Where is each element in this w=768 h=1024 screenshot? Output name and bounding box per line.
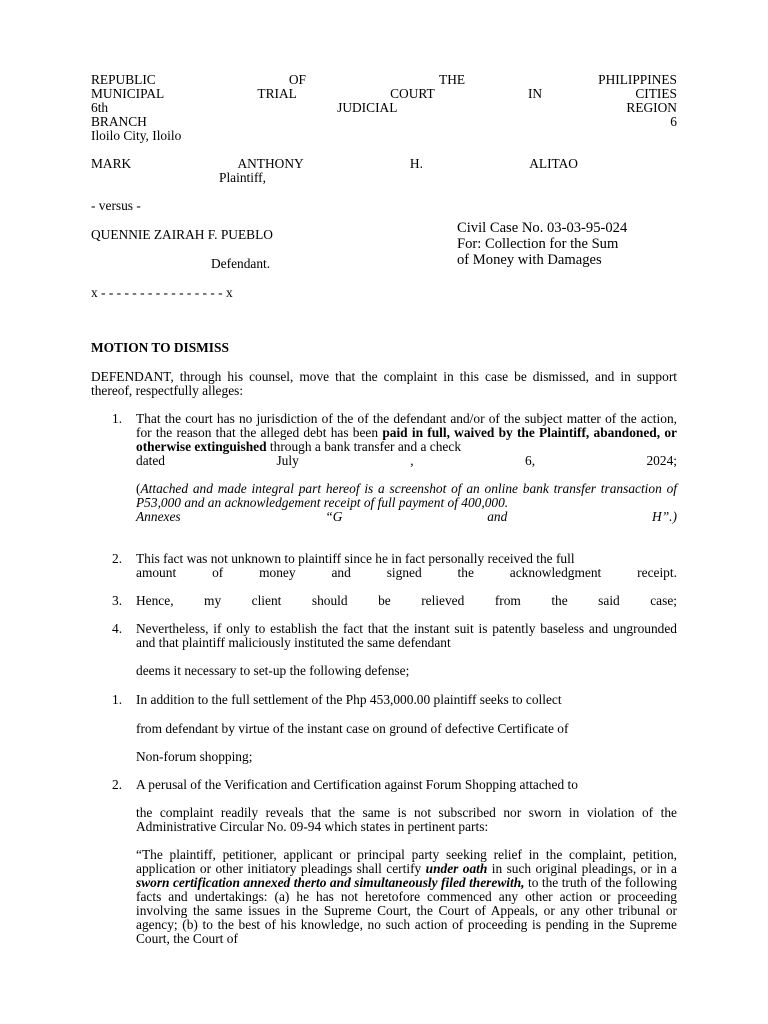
header-word: REGION: [626, 100, 677, 115]
header-word: CITIES: [635, 86, 677, 101]
quote-emphasis: under oath: [425, 861, 488, 876]
plaintiff-name-part: ALITAO: [529, 156, 578, 171]
item-2-word: of: [212, 565, 224, 580]
item-3-word: relieved: [421, 593, 465, 608]
date-word: dated: [136, 453, 165, 468]
court-header-line-1: [91, 73, 677, 87]
plaintiff-role: Plaintiff,: [219, 170, 266, 185]
versus-label: - versus -: [91, 198, 141, 213]
defense-1-line-2: from defendant by virtue of the instant case on ground of defective Certificate of: [136, 721, 569, 736]
quote-part: “The plaintiff, petitioner, applicant or principal party seeking relief in the complaint, petition, application or other initiatory pleadings shall certify: [136, 847, 677, 876]
item-2-word: receipt.: [637, 565, 677, 580]
item-3-line: [136, 594, 677, 608]
date-word: July: [276, 453, 299, 468]
item-2-word: acknowledgment: [509, 565, 602, 580]
header-word: THE: [439, 72, 466, 87]
item-3-word: the: [551, 593, 568, 608]
item-3-word: from: [494, 593, 521, 608]
item-1-annex-line: [136, 510, 677, 524]
item-number: 4.: [112, 621, 123, 636]
plaintiff-name-part: MARK: [91, 156, 132, 171]
item-1-date-line: [136, 454, 677, 468]
header-word: JUDICIAL: [337, 100, 398, 115]
item-2-line-2: [136, 566, 677, 580]
date-word: ,: [410, 453, 414, 468]
court-header-line-2: [91, 87, 677, 101]
item-1-text-a: That the court has no jurisdiction of the of the defendant and/or of the subject matter of the action, for the reason that the alleged debt has been: [136, 411, 677, 440]
case-subject-line-1: For: Collection for the Sum: [457, 236, 619, 252]
defense-2-line-2: the complaint readily reveals that the same is not subscribed nor sworn in violation of the Administrative Circular No. 09-94 which states in pertinent parts:: [136, 805, 677, 834]
plaintiff-name-part: H.: [409, 156, 423, 171]
defense-1-line-1: In addition to the full settlement of the Php 453,000.00 plaintiff seeks to collect: [136, 692, 562, 707]
item-1-annex-note: [136, 482, 677, 510]
item-1-text-b: through a bank transfer and a check: [266, 439, 462, 454]
annex-word: “G: [325, 509, 343, 524]
header-word: COURT: [390, 86, 435, 101]
header-word: 6: [670, 114, 677, 129]
item-2-word: amount: [136, 565, 177, 580]
item-3-word: said: [598, 593, 620, 608]
header-word: TRIAL: [257, 86, 297, 101]
case-subject-line-2: of Money with Damages: [457, 252, 602, 268]
header-word: OF: [288, 72, 306, 87]
item-1-text: [136, 412, 677, 454]
annex-paren: (: [136, 481, 141, 496]
defense-2-line-1: A perusal of the Verification and Certification against Forum Shopping attached to: [136, 777, 578, 792]
item-4-continuation: deems it necessary to set-up the following defense;: [136, 663, 410, 678]
item-3-word: my: [204, 593, 222, 608]
annex-text: Attached and made integral part hereof is a screenshot of an online bank transfer transaction of P53,000 and an acknowledgement receipt of full payment of 400,000.: [136, 481, 677, 510]
item-2-word: and: [331, 565, 351, 580]
intro-paragraph: DEFENDANT, through his counsel, move that the complaint in this case be dismissed, and in support thereof, respectfully alleges:: [91, 369, 677, 398]
annex-word: H”.): [652, 509, 677, 524]
item-4-text: Nevertheless, if only to establish the fact that the instant suit is patently baseless and ungrounded and that plaintiff maliciously instituted the same defendant: [136, 621, 677, 650]
date-word: 6,: [525, 453, 536, 468]
item-3-word: be: [378, 593, 391, 608]
item-2-word: money: [259, 565, 296, 580]
court-header-line-4: [91, 115, 677, 129]
header-word: REPUBLIC: [91, 72, 156, 87]
defendant-role: Defendant.: [211, 256, 271, 271]
plaintiff-name-part: ANTHONY: [237, 156, 304, 171]
quote-part: to the truth of the following facts and undertakings: (a) he has not heretofore commenced any other action or proceeding involving the same issues in the Supreme Court, the Court of Appeals, or any other tribunal or agency; (b) to the best of his knowledge, no such action of proceeding is pending in the Supreme Court, the Court of: [136, 875, 677, 946]
caption-separator: x - - - - - - - - - - - - - - - - x: [91, 285, 233, 300]
court-location: Iloilo City, Iloilo: [91, 128, 182, 143]
item-3-word: should: [311, 593, 348, 608]
annex-word: Annexes: [136, 509, 181, 524]
item-2-word: the: [457, 565, 474, 580]
header-word: 6th: [91, 100, 109, 115]
quote-emphasis: sworn certification annexed therto and simultaneously filed therewith,: [136, 875, 525, 890]
item-number: 1.: [112, 411, 123, 426]
header-word: PHILIPPINES: [598, 72, 677, 87]
defendant-name: QUENNIE ZAIRAH F. PUEBLO: [91, 227, 273, 242]
item-number: 2.: [112, 777, 123, 792]
header-word: IN: [527, 86, 543, 101]
motion-title: MOTION TO DISMISS: [91, 340, 229, 355]
quote-part: in such original pleadings, or in a: [487, 861, 677, 876]
item-3-word: Hence,: [136, 593, 174, 608]
court-header-line-3: [91, 101, 677, 115]
item-2-line-1: This fact was not unknown to plaintiff since he in fact personally received the full: [136, 551, 575, 566]
header-word: BRANCH: [91, 114, 147, 129]
header-word: MUNICIPAL: [91, 86, 165, 101]
defense-1-line-3: Non-forum shopping;: [136, 749, 253, 764]
quoted-circular: [136, 848, 677, 946]
item-number: 2.: [112, 551, 123, 566]
item-number: 1.: [112, 692, 123, 707]
plaintiff-name: [91, 157, 578, 171]
item-2-word: signed: [386, 565, 422, 580]
annex-word: and: [487, 509, 508, 524]
item-1-text-bold: paid in full, waived by the Plaintiff, abandoned, or otherwise extinguished: [136, 425, 677, 454]
item-3-word: case;: [650, 593, 677, 608]
case-number: Civil Case No. 03-03-95-024: [457, 220, 628, 236]
item-number: 3.: [112, 593, 123, 608]
date-word: 2024;: [646, 453, 677, 468]
item-3-word: client: [251, 593, 282, 608]
